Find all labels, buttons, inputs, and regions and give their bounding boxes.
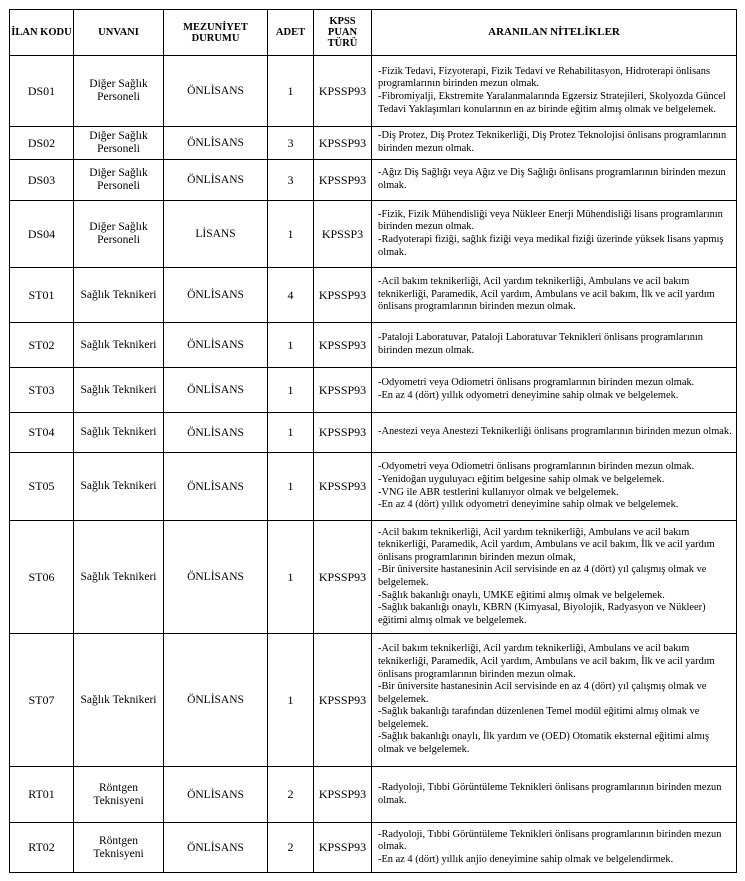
- education-level: ÖNLİSANS: [164, 823, 268, 873]
- qualification-line: -Bir üniversite hastanesinin Acil servisinde en az 4 (dört) yıl çalışmış olmak ve belgelemek.: [378, 681, 707, 705]
- qualification-line: -VNG ile ABR testlerini kullanıyor olmak ve belgelemek.: [378, 486, 619, 498]
- listing-code: RT02: [10, 823, 74, 873]
- kpss-score-type: KPSSP93: [314, 413, 372, 453]
- qualification-line: -Sağlık bakanlığı onaylı, UMKE eğitimi almış olmak ve belgelemek.: [378, 589, 665, 601]
- position-count: 1: [268, 413, 314, 453]
- table-row: [10, 413, 737, 453]
- education-level: ÖNLİSANS: [164, 127, 268, 160]
- table-row: [10, 323, 737, 368]
- qualification-line: -Pataloji Laboratuvar, Pataloji Laboratuvar Teknikleri önlisans programlarının birinden mezun olmak.: [378, 332, 704, 356]
- qualifications-cell: [372, 56, 737, 127]
- header-count: ADET: [268, 10, 314, 56]
- position-title: Sağlık Teknikeri: [74, 368, 164, 413]
- qualification-line: -Acil bakım teknikerliği, Acil yardım teknikerliği, Ambulans ve acil bakım teknikerliği, Paramedik, Acil yardım, Ambulans ve acil bakım, İlk ve acil yardım önlisans programlarının birinden mezun olmak.: [378, 276, 715, 313]
- position-title: Diğer Sağlık Personeli: [74, 56, 164, 127]
- position-count: 1: [268, 634, 314, 767]
- position-title: Diğer Sağlık Personeli: [74, 160, 164, 201]
- listing-code: ST05: [10, 453, 74, 521]
- kpss-score-type: KPSSP93: [314, 634, 372, 767]
- qualification-line: -Acil bakım teknikerliği, Acil yardım teknikerliği, Ambulans ve acil bakım teknikerliği, Paramedik, Acil yardım, Ambulans ve acil bakım, İlk ve acil yardım önlisans programlarının birinden mezun olmak,: [378, 526, 715, 563]
- qualifications-cell: [372, 634, 737, 767]
- position-title: Sağlık Teknikeri: [74, 453, 164, 521]
- listing-code: DS01: [10, 56, 74, 127]
- qualification-line: -Fizik Tedavi, Fizyoterapi, Fizik Tedavi ve Rehabilitasyon, Hidroterapi önlisans programlarının birinden mezun olmak.: [378, 65, 711, 90]
- table-row: [10, 767, 737, 823]
- qualification-line: -Yenidoğan uyguluyacı eğitim belgesine sahip olmak ve belgelemek.: [378, 473, 665, 485]
- table-row: [10, 201, 737, 268]
- position-title: Sağlık Teknikeri: [74, 521, 164, 634]
- qualification-line: -Odyometri veya Odiometri önlisans programlarının birinden mezun olmak.: [378, 461, 695, 473]
- header-title: UNVANI: [74, 10, 164, 56]
- header-kpss: KPSS PUAN TÜRÜ: [314, 10, 372, 56]
- position-title: Sağlık Teknikeri: [74, 323, 164, 368]
- qualification-line: -Bir üniversite hastanesinin Acil servisinde en az 4 (dört) yıl çalışmış olmak ve belgelemek.: [378, 564, 707, 588]
- education-level: ÖNLİSANS: [164, 453, 268, 521]
- position-title: Diğer Sağlık Personeli: [74, 127, 164, 160]
- table-row: [10, 368, 737, 413]
- position-count: 1: [268, 521, 314, 634]
- position-title: Sağlık Teknikeri: [74, 268, 164, 323]
- kpss-score-type: KPSSP93: [314, 521, 372, 634]
- qualifications-cell: [372, 521, 737, 634]
- education-level: ÖNLİSANS: [164, 56, 268, 127]
- table-row: [10, 453, 737, 521]
- qualifications-cell: [372, 413, 737, 453]
- education-level: ÖNLİSANS: [164, 268, 268, 323]
- listing-code: ST01: [10, 268, 74, 323]
- qualification-line: -Sağlık bakanlığı onaylı, İlk yardım ve (OED) Otomatik eksternal eğitimi almış olmak ve belgelemek.: [378, 731, 709, 756]
- qualification-line: -En az 4 (dört) yıllık odyometri deneyimine sahip olmak ve belgelemek.: [378, 390, 679, 401]
- kpss-score-type: KPSSP93: [314, 767, 372, 823]
- listing-code: DS04: [10, 201, 74, 268]
- header-row: [10, 10, 737, 56]
- position-title: Sağlık Teknikeri: [74, 634, 164, 767]
- listing-code: DS02: [10, 127, 74, 160]
- kpss-score-type: KPSSP93: [314, 56, 372, 127]
- kpss-score-type: KPSSP93: [314, 323, 372, 368]
- qualifications-cell: [372, 823, 737, 873]
- qualifications-cell: [372, 127, 737, 160]
- qualification-line: -Radyoloji, Tıbbi Görüntüleme Teknikleri önlisans programlarının birinden mezun olmak.: [378, 828, 722, 853]
- education-level: LİSANS: [164, 201, 268, 268]
- qualification-line: -En az 4 (dört) yıllık anjio deneyimine sahip olmak ve belgelendirmek.: [378, 853, 674, 865]
- position-count: 1: [268, 201, 314, 268]
- position-count: 4: [268, 268, 314, 323]
- position-title: Diğer Sağlık Personeli: [74, 201, 164, 268]
- qualification-line: -Radyoloji, Tıbbi Görüntüleme Teknikleri önlisans programlarının birinden mezun olmak.: [378, 781, 722, 806]
- education-level: ÖNLİSANS: [164, 767, 268, 823]
- qualifications-cell: [372, 453, 737, 521]
- qualification-line: -En az 4 (dört) yıllık odyometri deneyimine sahip olmak ve belgelemek.: [378, 499, 679, 511]
- qualification-line: -Diş Protez, Diş Protez Teknikerliği, Diş Protez Teknolojisi önlisans programlarının birinden mezun olmak.: [378, 130, 727, 154]
- education-level: ÖNLİSANS: [164, 368, 268, 413]
- position-title: Röntgen Teknisyeni: [74, 767, 164, 823]
- position-count: 3: [268, 127, 314, 160]
- qualification-line: -Odyometri veya Odiometri önlisans programlarının birinden mezun olmak.: [378, 377, 695, 389]
- table-row: [10, 160, 737, 201]
- education-level: ÖNLİSANS: [164, 521, 268, 634]
- qualification-line: -Ağız Diş Sağlığı veya Ağız ve Diş Sağlığı önlisans programlarının birinden mezun olmak.: [378, 167, 726, 191]
- qualification-line: -Radyoterapi fiziği, sağlık fiziği veya medikal fiziği üzerinde yüksek lisans yapmış olmak.: [378, 234, 724, 258]
- qualification-line: -Sağlık bakanlığı tarafından düzenlenen Temel modül eğitimi almış olmak ve belgelemek.: [378, 706, 700, 730]
- qualifications-cell: [372, 767, 737, 823]
- listing-code: DS03: [10, 160, 74, 201]
- listing-code: ST04: [10, 413, 74, 453]
- listing-code: RT01: [10, 767, 74, 823]
- qualification-line: -Fibromiyalji, Ekstremite Yaralanmalarında Egzersiz Stratejileri, Skolyozda Güncel Tedavi Yaklaşımları konularının en az birinde eğitim almış olmak ve belgelemek.: [378, 91, 726, 115]
- header-qualifications: ARANILAN NİTELİKLER: [372, 10, 737, 56]
- table-row: [10, 268, 737, 323]
- kpss-score-type: KPSSP93: [314, 823, 372, 873]
- position-count: 3: [268, 160, 314, 201]
- qualification-line: -Acil bakım teknikerliği, Acil yardım teknikerliği, Ambulans ve acil bakım teknikerliği, Paramedik, Acil yardım, Ambulans ve acil bakım, İlk ve acil yardım önlisans programlarının birinden mezun olmak.: [378, 643, 715, 680]
- listing-code: ST03: [10, 368, 74, 413]
- table-row: [10, 634, 737, 767]
- header-code: İLAN KODU: [10, 10, 74, 56]
- qualifications-cell: [372, 201, 737, 268]
- table-row: [10, 521, 737, 634]
- position-count: 1: [268, 323, 314, 368]
- education-level: ÖNLİSANS: [164, 634, 268, 767]
- listing-code: ST06: [10, 521, 74, 634]
- kpss-score-type: KPSSP93: [314, 127, 372, 160]
- position-count: 2: [268, 823, 314, 873]
- position-count: 2: [268, 767, 314, 823]
- header-education: MEZUNİYET DURUMU: [164, 10, 268, 56]
- qualifications-cell: [372, 268, 737, 323]
- kpss-score-type: KPSSP93: [314, 368, 372, 413]
- education-level: ÖNLİSANS: [164, 413, 268, 453]
- education-level: ÖNLİSANS: [164, 160, 268, 201]
- job-listings-table: [9, 9, 737, 873]
- position-count: 1: [268, 56, 314, 127]
- qualifications-cell: [372, 368, 737, 413]
- kpss-score-type: KPSSP3: [314, 201, 372, 268]
- education-level: ÖNLİSANS: [164, 323, 268, 368]
- qualification-line: -Anestezi veya Anestezi Teknikerliği önlisans programlarının birinden mezun olmak.: [378, 426, 732, 438]
- table-row: [10, 56, 737, 127]
- listing-code: ST07: [10, 634, 74, 767]
- position-count: 1: [268, 368, 314, 413]
- qualifications-cell: [372, 160, 737, 201]
- qualification-line: -Sağlık bakanlığı onaylı, KBRN (Kimyasal, Biyolojik, Radyasyon ve Nükleer) eğitimi almış olmak ve belgelemek.: [378, 602, 706, 626]
- table-row: [10, 823, 737, 873]
- qualifications-cell: [372, 323, 737, 368]
- position-title: Sağlık Teknikeri: [74, 413, 164, 453]
- position-count: 1: [268, 453, 314, 521]
- kpss-score-type: KPSSP93: [314, 160, 372, 201]
- kpss-score-type: KPSSP93: [314, 268, 372, 323]
- table-row: [10, 127, 737, 160]
- qualification-line: -Fizik, Fizik Mühendisliği veya Nükleer Enerji Mühendisliği lisans programlarının birinden mezun olmak.: [378, 208, 723, 233]
- position-title: Röntgen Teknisyeni: [74, 823, 164, 873]
- listing-code: ST02: [10, 323, 74, 368]
- kpss-score-type: KPSSP93: [314, 453, 372, 521]
